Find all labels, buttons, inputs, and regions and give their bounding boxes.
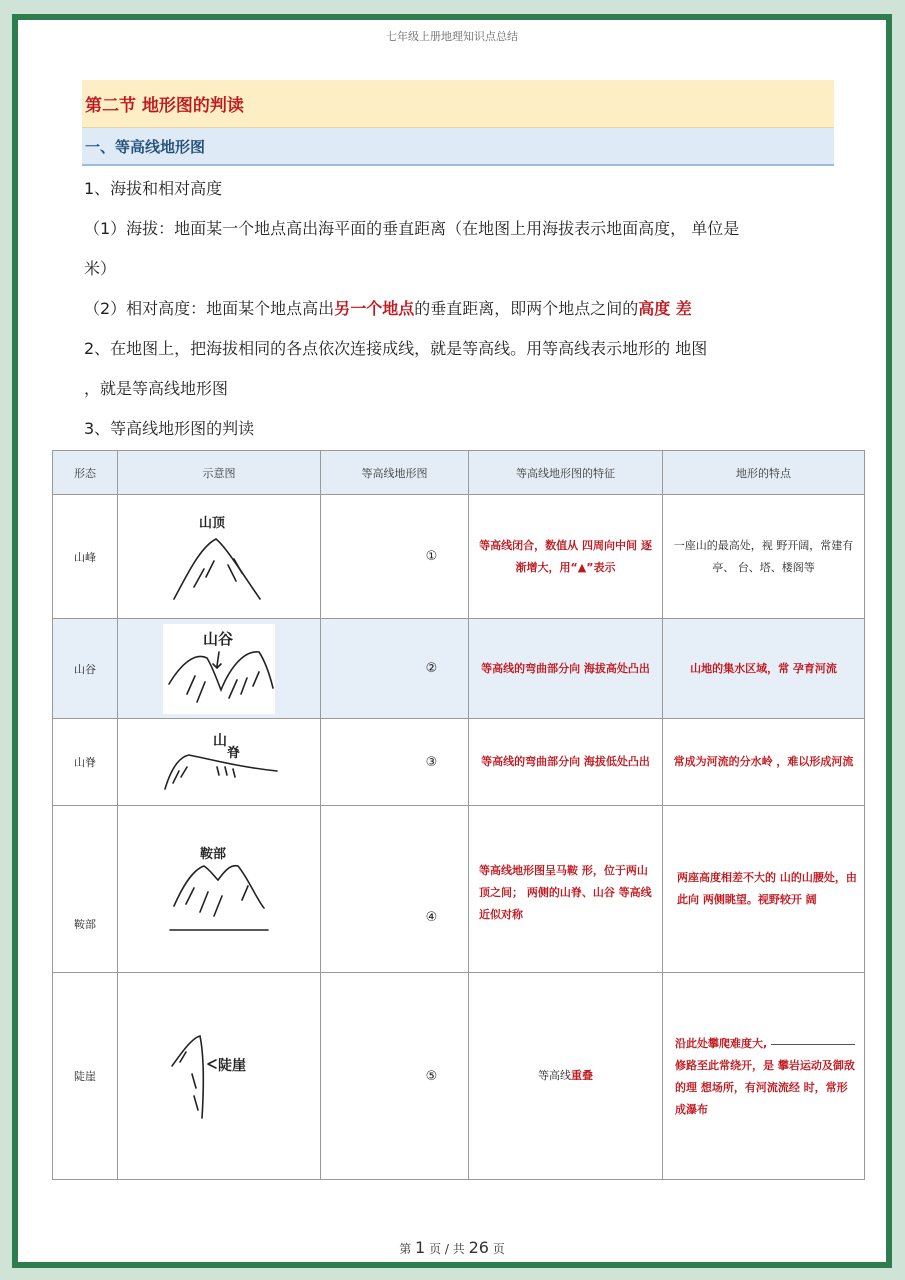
landform-line-1-text: 沿此处攀爬难度大, xyxy=(675,1037,768,1050)
cliff-sketch xyxy=(164,1026,274,1126)
blank-line xyxy=(771,1033,855,1045)
paragraph-2: （1）海拔：地面某一个地点高出海平面的垂直距离（在地图上用海拔表示地面高度， 单位是 xyxy=(84,219,740,238)
table-header-row xyxy=(53,451,865,495)
sketch-label: 鞍部 xyxy=(200,847,227,862)
landform-text: 山地的集水区域，常 孕育河流 xyxy=(663,619,865,719)
paragraph-5: 2、在地图上，把海拔相同的各点依次连接成线，就是等高线。用等高线表示地形的 地图 xyxy=(84,339,708,358)
section-title xyxy=(82,80,834,128)
landform-text: 一座山的最高处，视 野开阔，常建有亭、 台、塔、楼阁等 xyxy=(663,495,865,619)
footer-page-number: 1 xyxy=(415,1238,426,1257)
page-frame xyxy=(12,14,892,1268)
sketch-label: 山谷 xyxy=(203,629,234,648)
table-row xyxy=(53,973,865,1180)
paragraph-1: 1、海拔和相对高度 xyxy=(84,179,223,198)
row-form: 陡崖 xyxy=(53,973,118,1180)
landform-line-1 xyxy=(675,1033,858,1055)
subsection-title-text: 一、等高线地形图 xyxy=(85,137,206,156)
section-title-text: 第二节 地形图的判读 xyxy=(85,96,244,116)
paragraph-6: ，就是等高线地形图 xyxy=(84,379,229,398)
row-form: 鞍部 xyxy=(53,806,118,973)
feature-text: 等高线地形图呈马鞍 形，位于两山顶之间； 两侧的山脊、山谷 等高线近似对称 xyxy=(469,806,663,973)
feature-text: 等高线闭合，数值从 四周向中间 逐渐增大，用“▲”表示 xyxy=(469,495,663,619)
footer-post: 页 xyxy=(492,1242,505,1256)
contour-mark: ④ xyxy=(321,806,469,973)
sketch-cell xyxy=(118,806,321,973)
paragraph-3: 米） xyxy=(84,259,117,278)
row-form: 山峰 xyxy=(53,495,118,619)
feature-text-b: 重叠 xyxy=(571,1069,593,1082)
header-contour-map: 等高线地形图 xyxy=(321,451,469,495)
contour-mark: ⑤ xyxy=(321,973,469,1180)
table-row xyxy=(53,619,865,719)
subsection-title xyxy=(82,128,834,166)
footer-total-pages: 26 xyxy=(468,1238,489,1257)
table-row xyxy=(53,495,865,619)
contour-mark: ② xyxy=(321,619,469,719)
paragraph-4-highlight-2: 高度 差 xyxy=(638,299,692,318)
sketch-label: 山顶 xyxy=(199,515,226,531)
row-form: 山谷 xyxy=(53,619,118,719)
saddle-sketch xyxy=(164,844,274,934)
feature-text-a: 等高线 xyxy=(538,1069,571,1082)
feature-text: 等高线的弯曲部分向 海拔低处凸出 xyxy=(469,719,663,806)
sketch-label-1: 山 xyxy=(213,733,227,749)
sketch-label-2: 脊 xyxy=(227,746,241,761)
table-row xyxy=(53,806,865,973)
table-row xyxy=(53,719,865,806)
landform-line-2: 修路至此常绕开，是 攀岩运动及御敌的理 想场所，有河流流经 时，常形成瀑布 xyxy=(675,1059,855,1116)
landform-text: 两座高度相差不大的 山的山腰处，由此向 两侧眺望。视野较开 阔 xyxy=(663,806,865,973)
contour-mark: ① xyxy=(321,495,469,619)
header-landform: 地形的特点 xyxy=(663,451,865,495)
paragraph-4-c: 的垂直距离，即两个地点之间的 xyxy=(414,299,639,318)
sketch-cell xyxy=(118,619,321,719)
header-feature: 等高线地形图的特征 xyxy=(469,451,663,495)
landform-table xyxy=(52,450,865,1180)
header-sketch: 示意图 xyxy=(118,451,321,495)
row-form: 山脊 xyxy=(53,719,118,806)
header-form: 形态 xyxy=(53,451,118,495)
paragraph-7: 3、等高线地形图的判读 xyxy=(84,419,255,438)
sketch-label: 陡崖 xyxy=(218,1058,246,1074)
page-footer xyxy=(18,1238,886,1257)
paragraph-4 xyxy=(84,296,692,319)
sketch-cell xyxy=(118,973,321,1180)
running-title: 七年级上册地理知识点总结 xyxy=(386,30,518,43)
contour-mark: ③ xyxy=(321,719,469,806)
ridge-sketch xyxy=(159,727,279,797)
paragraph-4-a: （2）相对高度：地面某个地点高出 xyxy=(84,299,335,318)
sketch-cell xyxy=(118,495,321,619)
feature-text: 等高线的弯曲部分向 海拔高处凸出 xyxy=(469,619,663,719)
landform-text xyxy=(663,973,865,1180)
landform-text: 常成为河流的分水岭 ，难以形成河流 xyxy=(663,719,865,806)
valley-sketch xyxy=(163,624,275,714)
sketch-cell xyxy=(118,719,321,806)
footer-pre: 第 xyxy=(399,1242,412,1256)
feature-text xyxy=(469,973,663,1180)
paragraph-4-highlight-1: 另一个地点 xyxy=(334,299,415,318)
footer-mid: 页 / 共 xyxy=(429,1242,465,1256)
peak-sketch xyxy=(164,507,274,607)
